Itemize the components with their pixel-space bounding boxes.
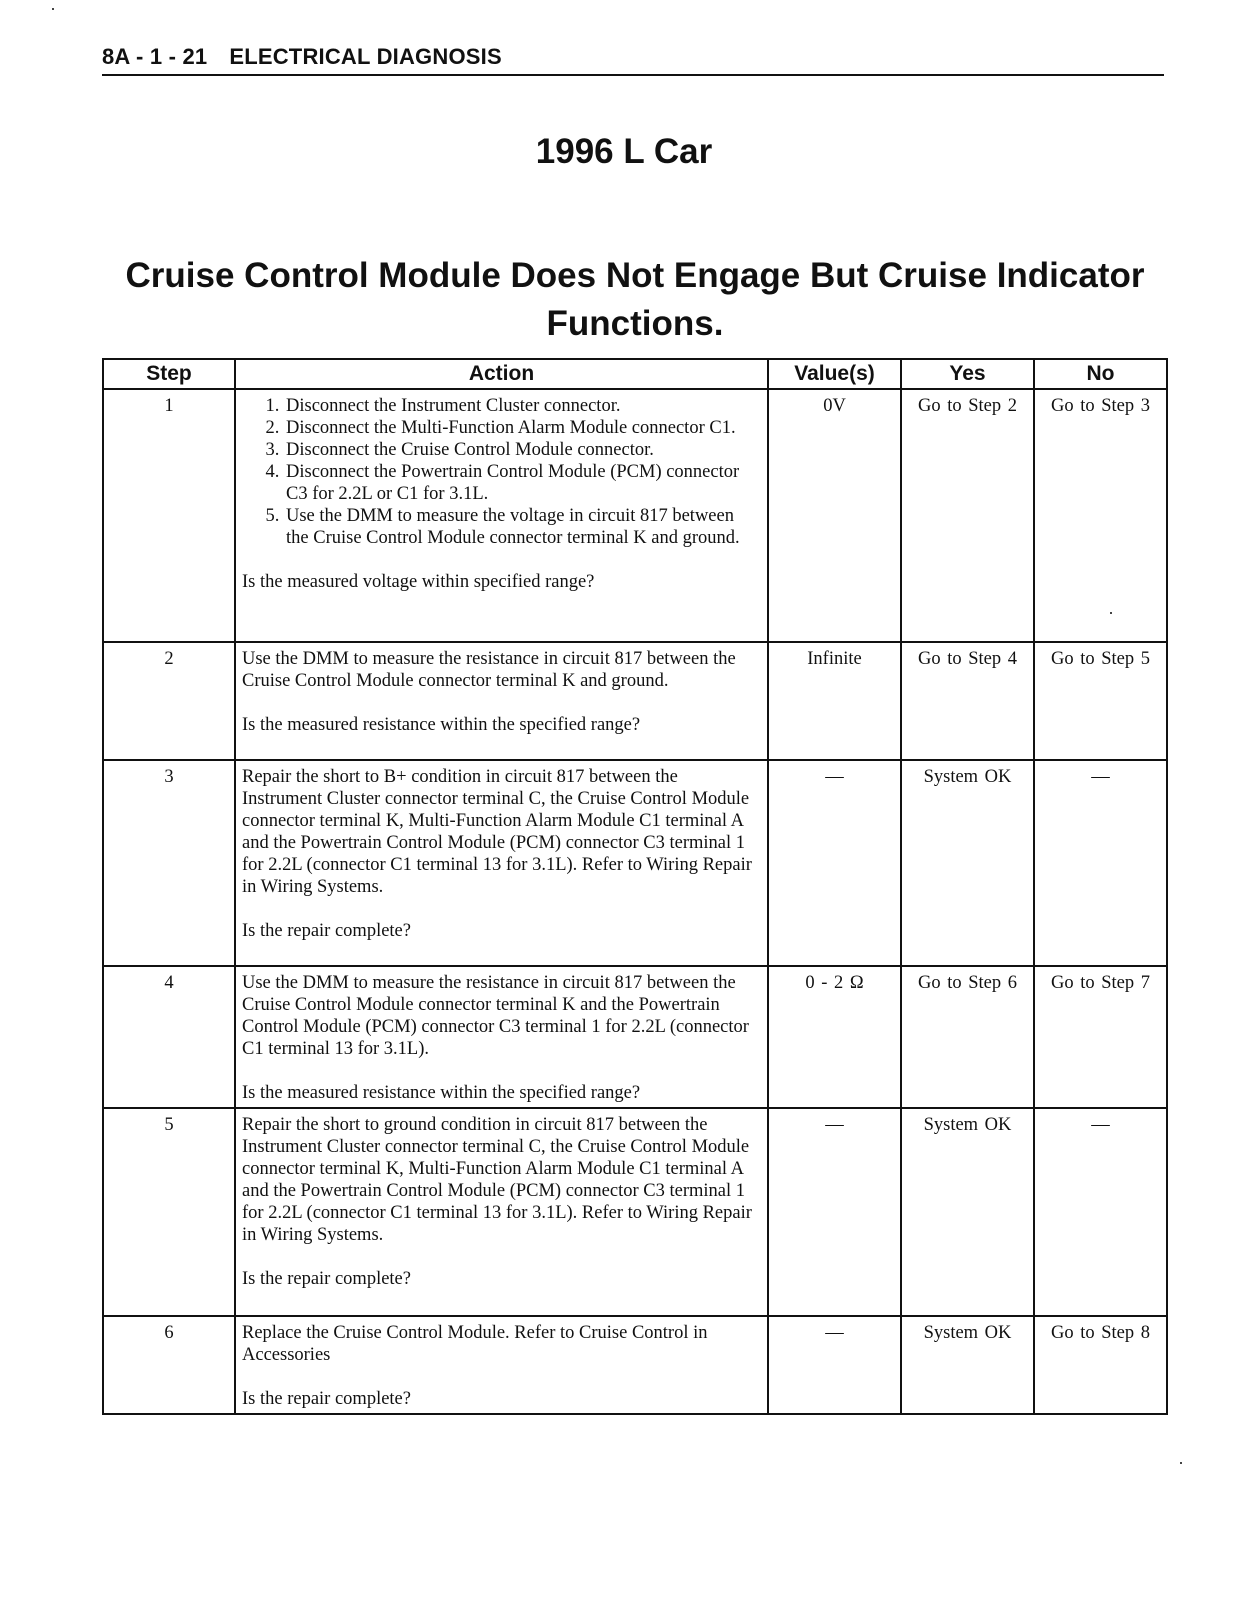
column-header-yes: Yes [901,359,1034,389]
action-text: Replace the Cruise Control Module. Refer to Cruise Control in Accessories [242,1323,708,1365]
no-cell: Go to Step 3 [1034,389,1167,642]
list-item: 2. Disconnect the Multi-Function Alarm Module connector C1. [284,417,759,439]
action-question: Is the measured voltage within specified range? [242,572,595,592]
step-number: 3 [103,760,235,966]
yes-cell: System OK [901,760,1034,966]
no-cell: Go to Step 7 [1034,966,1167,1108]
yes-cell: Go to Step 4 [901,642,1034,760]
action-question: Is the repair complete? [242,1389,411,1409]
scan-speck [1110,612,1112,614]
step-number: 4 [103,966,235,1108]
value-cell: 0V [768,389,901,642]
table-row [103,389,1167,642]
yes-cell: Go to Step 6 [901,966,1034,1108]
action-text: Use the DMM to measure the resistance in circuit 817 between the Cruise Control Module connector terminal K and the Powertrain Control Module (PCM) connector C3 terminal 1 for 2.2L (connector C1 terminal 13 for 3.1L). [242,973,749,1059]
no-cell: — [1034,1108,1167,1316]
column-header-values: Value(s) [768,359,901,389]
table-row [103,642,1167,760]
column-header-step: Step [103,359,235,389]
value-cell: — [768,1108,901,1316]
page-subtitle: 1996 L Car [535,132,713,171]
action-cell [235,1316,768,1414]
yes-cell: Go to Step 2 [901,389,1034,642]
diagnostic-table [102,358,1168,1415]
action-question: Is the measured resistance within the specified range? [242,1083,641,1103]
section-title: ELECTRICAL DIAGNOSIS [229,44,502,69]
action-cell [235,389,768,642]
table-header-row [103,359,1167,389]
action-cell [235,1108,768,1316]
yes-cell: System OK [901,1108,1034,1316]
list-item: 3. Disconnect the Cruise Control Module connector. [284,439,759,461]
action-question: Is the repair complete? [242,921,411,941]
no-cell: — [1034,760,1167,966]
page-header [102,42,1164,76]
step-number: 6 [103,1316,235,1414]
action-cell [235,760,768,966]
action-question: Is the repair complete? [242,1269,411,1289]
scan-speck [1180,1462,1182,1464]
value-cell: — [768,1316,901,1414]
column-header-action: Action [235,359,768,389]
step-number: 5 [103,1108,235,1316]
page-title: Cruise Control Module Does Not Engage But Cruise Indicator Functions. [125,256,1145,343]
action-question: Is the measured resistance within the specified range? [242,715,641,735]
list-item: 4. Disconnect the Powertrain Control Module (PCM) connector C3 for 2.2L or C1 for 3.1L. [284,461,759,505]
scan-speck [52,8,54,10]
action-cell [235,966,768,1108]
value-cell: Infinite [768,642,901,760]
action-text: Repair the short to ground condition in circuit 817 between the Instrument Cluster connector terminal C, the Cruise Control Module connector terminal K, Multi-Function Alarm Module C1 terminal A and the Powertrain Control Module (PCM) connector C3 terminal 1 for 2.2L (connector C1 terminal 13 for 3.1L). Refer to Wiring Repair in Wiring Systems. [242,1115,752,1245]
table-row [103,760,1167,966]
page-number: 8A - 1 - 21 [102,44,208,69]
action-text: Repair the short to B+ condition in circuit 817 between the Instrument Cluster connector terminal C, the Cruise Control Module connector terminal K, Multi-Function Alarm Module C1 terminal A and the Powertrain Control Module (PCM) connector C3 terminal 1 for 2.2L (connector C1 terminal 13 for 3.1L). Refer to Wiring Repair in Wiring Systems. [242,767,752,897]
no-cell: Go to Step 8 [1034,1316,1167,1414]
table-row [103,1316,1167,1414]
value-cell: — [768,760,901,966]
value-cell: 0 - 2 Ω [768,966,901,1108]
list-item: 1. Disconnect the Instrument Cluster connector. [284,395,759,417]
table-row [103,1108,1167,1316]
yes-cell: System OK [901,1316,1034,1414]
step-number: 1 [103,389,235,642]
column-header-no: No [1034,359,1167,389]
action-steps-list [242,395,759,549]
step-number: 2 [103,642,235,760]
list-item: 5. Use the DMM to measure the voltage in circuit 817 between the Cruise Control Module connector terminal K and ground. [284,505,759,549]
action-cell [235,642,768,760]
action-text: Use the DMM to measure the resistance in circuit 817 between the Cruise Control Module connector terminal K and ground. [242,649,736,691]
table-row [103,966,1167,1108]
no-cell: Go to Step 5 [1034,642,1167,760]
